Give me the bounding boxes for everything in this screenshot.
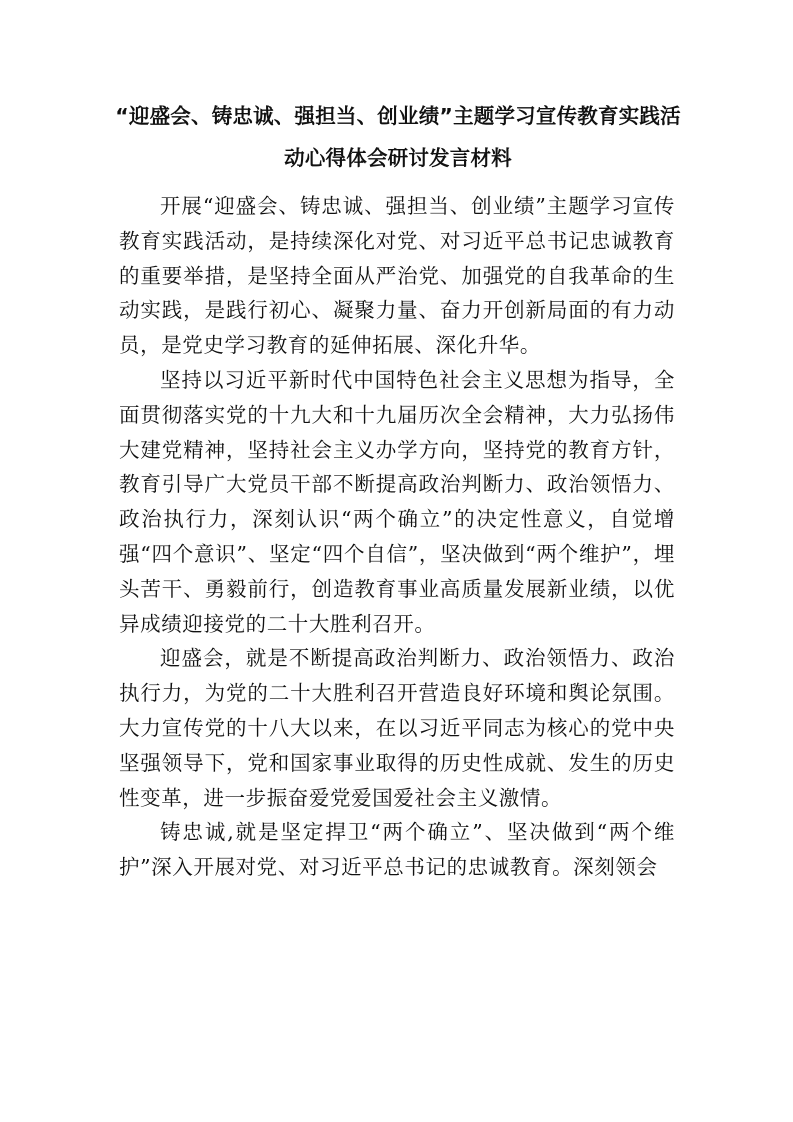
- paragraph-4: 铸忠诚,就是坚定捍卫“两个确立”、坚决做到“两个维护”深入开展对党、对习近平总书记的忠诚教育。深刻领会: [119, 820, 675, 880]
- paragraph-2: 坚持以习近平新时代中国特色社会主义思想为指导，全面贯彻落实党的十九大和十九届历次全会精神，大力弘扬伟大建党精神，坚持社会主义办学方向，坚持党的教育方针，教育引导广大党员干部不断提高政治判断力、政治领悟力、政治执行力，深刻认识“两个确立”的决定性意义，自觉增强“四个意识”、坚定“四个自信”，坚决做到“两个维护”，埋头苦干、勇毅前行，创造教育事业高质量发展新业绩，以优异成绩迎接党的二十大胜利召开。: [119, 367, 675, 636]
- paragraph-1: 开展“迎盛会、铸忠诚、强担当、创业绩”主题学习宣传教育实践活动，是持续深化对党、对习近平总书记忠诚教育的重要举措，是坚持全面从严治党、加强党的自我革命的生动实践，是践行初心、凝聚力量、奋力开创新局面的有力动员，是党史学习教育的延伸拓展、深化升华。: [119, 194, 675, 358]
- paragraph-3: 迎盛会，就是不断提高政治判断力、政治领悟力、政治执行力，为党的二十大胜利召开营造良好环境和舆论氛围。大力宣传党的十八大以来，在以习近平同志为核心的党中央坚强领导下，党和国家事业取得的历史性成就、发生的历史性变革，进一步振奋爱党爱国爱社会主义激情。: [119, 646, 675, 810]
- document-body: [119, 189, 675, 885]
- document-title: “迎盛会、铸忠诚、强担当、创业绩”主题学习宣传教育实践活动心得体会研讨发言材料: [115, 104, 681, 170]
